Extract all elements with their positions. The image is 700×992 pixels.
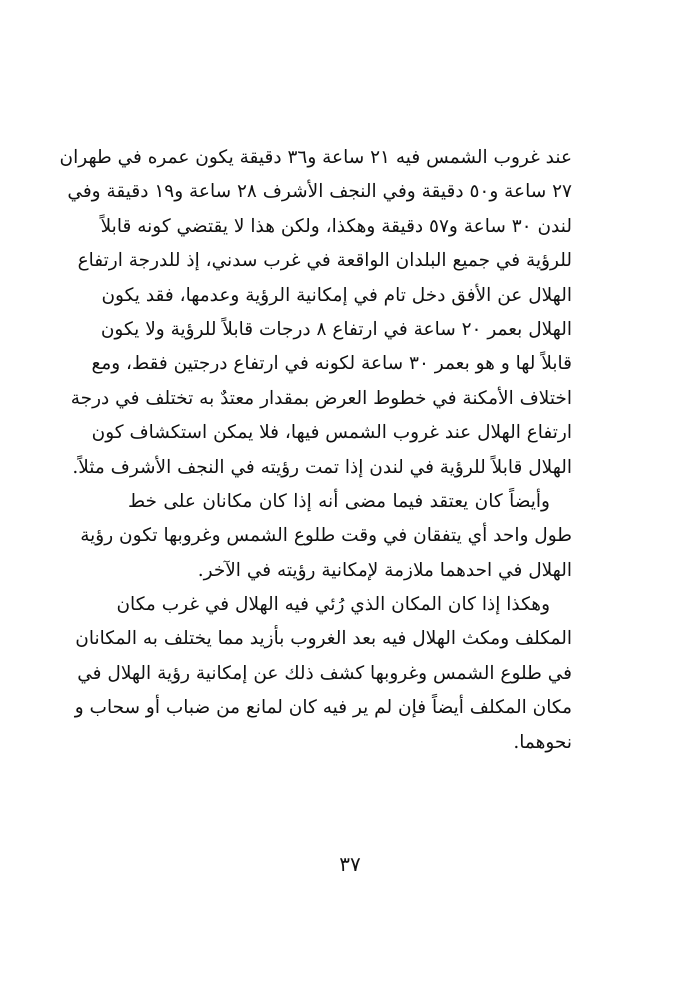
text-line: وهكذا إذا كان المكان الذي رُئي فيه الهلال في غرب مكان [116, 594, 550, 616]
text-line: نحوهما. [513, 731, 572, 753]
text-line: ٢٧ ساعة و٥٠ دقيقة وفي النجف الأشرف ٢٨ ساعة و١٩ دقيقة وفي [67, 181, 572, 203]
text-line: اختلاف الأمكنة في خطوط العرض بمقدار معتدٌ به تختلف في درجة [70, 387, 572, 409]
text-line: قابلاً لها و هو بعمر ٣٠ ساعة لكونه في ارتفاع درجتين فقط، ومع [91, 353, 572, 375]
text-line: للرؤية في جميع البلدان الواقعة في غرب سدني، إذ للدرجة ارتفاع [77, 250, 572, 272]
text-line: ارتفاع الهلال عند غروب الشمس فيها، فلا يمكن استكشاف كون [91, 422, 572, 444]
text-line: الهلال بعمر ٢٠ ساعة في ارتفاع ٨ درجات قابلاً للرؤية ولا يكون [100, 318, 572, 340]
paragraph [59, 141, 572, 485]
text-line: طول واحد أي يتفقان في وقت طلوع الشمس وغروبها تكون رؤية [80, 525, 572, 547]
text-line: المكلف ومكث الهلال فيه بعد الغروب بأزيد مما يختلف به المكانان [75, 628, 572, 650]
page-number: ٣٧ [339, 852, 361, 876]
text-line: في طلوع الشمس وغروبها كشف ذلك عن إمكانية رؤية الهلال في [77, 662, 572, 684]
text-line: الهلال عن الأفق دخل تام في إمكانية الرؤية وعدمها، فقد يكون [101, 284, 572, 306]
text-line: مكان المكلف أيضاً فإن لم ير فيه كان لمانع من ضباب أو سحاب و [74, 697, 572, 719]
text-line: لندن ٣٠ ساعة و٥٧ دقيقة وهكذا، ولكن هذا لا يقتضي كونه قابلاً [100, 215, 572, 237]
paragraph [80, 485, 572, 588]
text-line: الهلال قابلاً للرؤية في لندن إذا تمت رؤيته في النجف الأشرف مثلاً. [72, 456, 572, 478]
body-text [59, 141, 572, 760]
text-line: عند غروب الشمس فيه ٢١ ساعة و٣٦ دقيقة يكون عمره في طهران [59, 147, 572, 168]
text-line: الهلال في احدهما ملازمة لإمكانية رؤيته في الآخر. [197, 559, 572, 581]
text-line: وأيضاً كان يعتقد فيما مضى أنه إذا كان مكانان على خط [128, 490, 550, 512]
paragraph [74, 588, 572, 760]
